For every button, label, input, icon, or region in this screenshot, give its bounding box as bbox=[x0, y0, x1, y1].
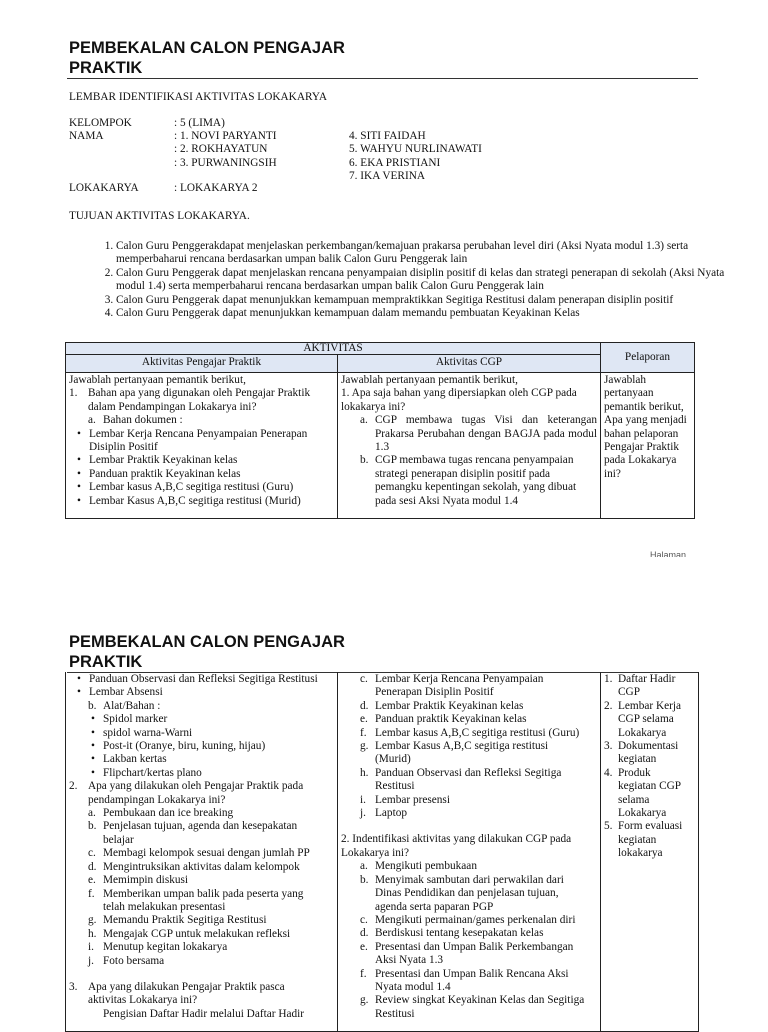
pp-item-b bbox=[69, 700, 334, 713]
cgp-item-b bbox=[341, 454, 597, 494]
item-text: Lembar Kerja Rencana Penyampaian Penerapan Disiplin Positif bbox=[375, 673, 544, 699]
item-label: e. bbox=[88, 874, 96, 887]
form-title: LEMBAR IDENTIFIKASI AKTIVITAS LOKAKARYA bbox=[69, 91, 327, 103]
kelompok-label: KELOMPOK bbox=[69, 117, 132, 129]
item-label: 5. bbox=[604, 820, 613, 833]
member-name: : 1. NOVI PARYANTI bbox=[174, 130, 277, 142]
list-item bbox=[341, 713, 597, 726]
pp-item-a bbox=[69, 414, 334, 427]
item-text: CGP membawa tugas Visi dan keterangan Prakarsa Perubahan dengan BAGJA pada modul 1.3 bbox=[375, 414, 597, 454]
pp-intro: Jawablah pertanyaan pemantik berikut, bbox=[69, 374, 246, 386]
item-text: Mengikuti pembukaan bbox=[375, 860, 477, 873]
cgp-intro: Jawablah pertanyaan pemantik berikut, bbox=[341, 374, 518, 386]
item-text: Presentasi dan Umpan Balik Rencana Aksi Nyata modul 1.4 bbox=[375, 967, 569, 993]
kelompok-value: : 5 (LIMA) bbox=[174, 117, 225, 129]
pp-cell bbox=[66, 373, 338, 519]
list-item bbox=[341, 740, 597, 767]
item-label: j. bbox=[360, 807, 366, 820]
item-label: c. bbox=[360, 913, 368, 926]
list-item: • Panduan Observasi dan Refleksi Segitiga Restitusi bbox=[77, 673, 318, 685]
question-text: Bahan apa yang digunakan oleh Pengajar Praktik dalam Pendampingan Lokakarya ini? bbox=[88, 387, 311, 413]
list-item bbox=[604, 820, 695, 860]
list-item bbox=[604, 700, 695, 740]
page-footer: Halaman bbox=[650, 550, 687, 557]
item-label: i. bbox=[360, 793, 366, 806]
item-text: Lakban kertas bbox=[103, 753, 167, 766]
list-item bbox=[341, 794, 597, 807]
list-item bbox=[341, 994, 597, 1021]
list-item bbox=[341, 807, 597, 820]
member-name: : 2. ROKHAYATUN bbox=[174, 143, 268, 156]
cgp-item-b-tail: pada sesi Aksi Nyata modul 1.4 bbox=[375, 494, 519, 507]
item-label: e. bbox=[360, 713, 368, 726]
cgp-question-2: 2. Indentifikasi aktivitas yang dilakukan CGP pada Lokakarya ini? bbox=[341, 833, 572, 859]
item-label: g. bbox=[360, 740, 369, 753]
item-text: Foto bersama bbox=[103, 954, 165, 967]
item-text: Daftar Hadir CGP bbox=[618, 673, 676, 699]
pp-question-1 bbox=[69, 387, 334, 414]
item-text: CGP membawa tugas rencana penyampaian strategi penerapan disiplin positif pada pemangku kepentingan sekolah, yang dibuat bbox=[375, 454, 577, 494]
item-text: Lembar Absensi bbox=[89, 686, 163, 699]
list-number: 1. bbox=[69, 387, 78, 400]
item-label: i. bbox=[88, 941, 94, 954]
list-item bbox=[604, 767, 695, 821]
item-label: 4. bbox=[604, 766, 613, 779]
item-text: Menutup kegitan lokakarya bbox=[103, 941, 228, 954]
list-item bbox=[341, 860, 597, 873]
page-heading bbox=[69, 632, 345, 672]
list-item bbox=[69, 888, 334, 915]
lokakarya-label: LOKAKARYA bbox=[69, 182, 139, 194]
item-label: e. bbox=[360, 940, 368, 953]
list-item bbox=[341, 767, 597, 794]
item-text: Panduan praktik Keyakinan kelas bbox=[375, 713, 527, 726]
pelaporan-cell bbox=[601, 672, 699, 1032]
item-text: Panduan Observasi dan Refleksi Segitiga Restitusi bbox=[375, 766, 562, 793]
item-text: Lembar Praktik Keyakinan kelas bbox=[89, 454, 238, 467]
cgp-items-top bbox=[341, 673, 597, 820]
pelaporan-header: Pelaporan bbox=[601, 343, 695, 373]
pp-question-3 bbox=[69, 981, 334, 1008]
pp-column-header: Aktivitas Pengajar Praktik bbox=[66, 355, 338, 373]
question-text: Apa yang dilakukan Pengajar Praktik pasca aktivitas Lokakarya ini? bbox=[88, 980, 285, 1007]
list-item bbox=[604, 673, 695, 700]
member-name: 4. SITI FAIDAH bbox=[349, 130, 426, 142]
list-item bbox=[341, 673, 597, 700]
item-label: c. bbox=[360, 673, 368, 685]
item-label: b. bbox=[360, 873, 369, 886]
page-heading-line1: PEMBEKALAN CALON PENGAJAR bbox=[69, 39, 345, 57]
item-text: Menyimak sambutan dari perwakilan dari Dinas Pendidikan dan penjelasan tujuan, agenda serta paparan PGP bbox=[375, 873, 564, 913]
member-name: 6. EKA PRISTIANI bbox=[349, 156, 441, 169]
item-text: Lembar Kasus A,B,C segitiga restitusi (Murid) bbox=[375, 740, 549, 766]
page-heading-line1: PEMBEKALAN CALON PENGAJAR bbox=[69, 633, 345, 651]
pelaporan-cell: Jawablah pertanyaan pemantik berikut, Apa yang menjadi bahan pelaporan Pengajar Praktik pada Lokakarya ini? bbox=[601, 373, 695, 519]
tujuan-title: TUJUAN AKTIVITAS LOKAKARYA. bbox=[69, 210, 250, 222]
item-text: Bahan dokumen : bbox=[103, 414, 183, 427]
goal-item: 3. Calon Guru Penggerak dapat menunjukkan kemampuan mempraktikkan Segitiga Restitusi dalam penerapan disiplin positif bbox=[116, 294, 746, 307]
list-item bbox=[604, 740, 695, 767]
item-label: f. bbox=[360, 726, 367, 739]
activity-table bbox=[65, 342, 695, 519]
item-text: Dokumentasi kegiatan bbox=[618, 740, 679, 766]
cgp-question-1: 1. Apa saja bahan yang dipersiapkan oleh CGP pada lokakarya ini? bbox=[341, 387, 577, 413]
item-label: f. bbox=[360, 967, 367, 980]
item-text: spidol warna-Warni bbox=[103, 726, 193, 739]
list-item: • Lembar Kasus A,B,C segitiga restitusi (Murid) bbox=[77, 494, 301, 507]
item-text: Mengajak CGP untuk melakukan refleksi bbox=[103, 927, 291, 940]
names-column-2 bbox=[349, 130, 482, 184]
activity-table-continued bbox=[65, 672, 699, 1032]
list-item bbox=[69, 941, 334, 954]
item-text: Lembar kasus A,B,C segitiga restitusi (Guru) bbox=[89, 481, 294, 494]
item-text: Lembar Kerja CGP selama Lokakarya bbox=[618, 699, 682, 739]
cgp-cell bbox=[338, 373, 601, 519]
item-label: d. bbox=[360, 927, 369, 940]
item-label: d. bbox=[360, 699, 369, 712]
list-item bbox=[69, 955, 334, 968]
item-label: d. bbox=[88, 860, 97, 873]
cgp-item-a bbox=[341, 414, 597, 454]
item-label: j. bbox=[88, 954, 94, 967]
item-text: Post-it (Oranye, biru, kuning, hijau) bbox=[103, 740, 266, 753]
list-item: • Lembar Absensi bbox=[77, 686, 163, 699]
item-label: g. bbox=[360, 994, 369, 1007]
pp-cell bbox=[66, 672, 338, 1032]
nama-label: NAMA bbox=[69, 130, 104, 142]
item-label: b. bbox=[88, 699, 97, 712]
item-text: Lembar Kasus A,B,C segitiga restitusi (Murid) bbox=[89, 494, 301, 507]
item-label: 3. bbox=[604, 740, 613, 753]
list-item: • Lembar kasus A,B,C segitiga restitusi (Guru) bbox=[77, 481, 294, 494]
heading-divider bbox=[67, 78, 698, 79]
pp-question-2 bbox=[69, 780, 334, 807]
item-text: Form evaluasi kegiatan lokakarya bbox=[618, 820, 683, 860]
list-item bbox=[341, 700, 597, 713]
list-item bbox=[341, 941, 597, 968]
list-item bbox=[69, 861, 334, 874]
member-name: 7. IKA VERINA bbox=[349, 170, 426, 183]
item-text: Lembar kasus A,B,C segitiga restitusi (Guru) bbox=[375, 726, 580, 739]
names-column-1 bbox=[174, 130, 277, 170]
item-label: f. bbox=[88, 887, 95, 900]
tool-item: • spidol warna-Warni bbox=[91, 726, 193, 739]
page-heading bbox=[69, 38, 345, 78]
cgp-q2-items bbox=[341, 860, 597, 1021]
list-item bbox=[341, 927, 597, 940]
list-item bbox=[341, 874, 597, 914]
aktivitas-header: AKTIVITAS bbox=[66, 343, 601, 355]
page-heading-line2: PRAKTIK bbox=[69, 653, 143, 671]
item-label: a. bbox=[360, 860, 368, 873]
tool-item: • Spidol marker bbox=[91, 713, 168, 726]
goal-item: 2. Calon Guru Penggerak dapat menjelaskan rencana penyampaian disiplin positif di kelas dan strategi penerapan di sekolah (Aksi Nyata modul 1.4) serta memperbaharui rencana berdasarkan umpan balik Calon Guru Penggerak lain bbox=[116, 267, 746, 294]
list-item bbox=[69, 847, 334, 860]
item-text: Membagi kelompok sesuai dengan jumlah PP bbox=[103, 847, 310, 860]
tool-item: • Flipchart/kertas plano bbox=[91, 766, 202, 779]
list-item bbox=[69, 874, 334, 887]
item-text: Berdiskusi tentang kesepakatan kelas bbox=[375, 927, 544, 940]
list-item bbox=[341, 968, 597, 995]
item-text: Flipchart/kertas plano bbox=[103, 766, 202, 779]
item-text: Lembar Praktik Keyakinan kelas bbox=[375, 699, 524, 712]
item-label: a. bbox=[88, 414, 96, 427]
item-label: c. bbox=[88, 847, 96, 860]
item-text: Penjelasan tujuan, agenda dan kesepakatan belajar bbox=[103, 820, 298, 846]
item-text: Panduan praktik Keyakinan kelas bbox=[89, 467, 241, 480]
goal-item: 1. Calon Guru Penggerakdapat menjelaskan perkembangan/kemajuan prakarsa perubahan level diri (Aksi Nyata modul 1.3) serta memperbaharui rencana berdasarkan umpan balik Calon Guru Penggerak lain bbox=[116, 240, 746, 267]
item-label: a. bbox=[360, 414, 368, 427]
item-label: b. bbox=[360, 454, 369, 467]
item-text: Presentasi dan Umpan Balik Perkembangan Aksi Nyata 1.3 bbox=[375, 940, 574, 967]
item-text: Lembar Kerja Rencana Penyampaian Penerapan Disiplin Positif bbox=[89, 427, 308, 454]
member-name: : 3. PURWANINGSIH bbox=[174, 156, 277, 169]
item-label: a. bbox=[88, 807, 96, 820]
item-text: Memandu Praktik Segitiga Restitusi bbox=[103, 914, 267, 927]
list-item bbox=[341, 914, 597, 927]
item-label: b. bbox=[88, 820, 97, 833]
item-label: h. bbox=[88, 927, 97, 940]
item-text: Mengintruksikan aktivitas dalam kelompok bbox=[103, 860, 300, 873]
list-item bbox=[69, 914, 334, 927]
pp-q2-items bbox=[69, 807, 334, 968]
list-item: • Lembar Kerja Rencana Penyampaian Penerapan Disiplin Positif bbox=[77, 427, 308, 454]
pelaporan-items bbox=[604, 673, 695, 861]
item-text: Memberikan umpan balik pada peserta yang telah melakukan presentasi bbox=[103, 887, 304, 913]
item-text: Memimpin diskusi bbox=[103, 874, 189, 887]
cgp-column-header: Aktivitas CGP bbox=[338, 355, 601, 373]
list-item bbox=[69, 807, 334, 820]
goals-list bbox=[70, 240, 746, 320]
item-label: g. bbox=[88, 914, 97, 927]
item-text: Lembar presensi bbox=[375, 793, 450, 806]
item-text: Mengikuti permainan/games perkenalan diri bbox=[375, 913, 576, 926]
tool-item: • Post-it (Oranye, biru, kuning, hijau) bbox=[91, 740, 266, 753]
item-text: Spidol marker bbox=[103, 713, 168, 726]
lokakarya-value: : LOKAKARYA 2 bbox=[174, 182, 258, 194]
item-text: Panduan Observasi dan Refleksi Segitiga Restitusi bbox=[89, 673, 318, 685]
list-item bbox=[69, 820, 334, 847]
item-text: Alat/Bahan : bbox=[103, 699, 161, 712]
item-label: 1. bbox=[604, 673, 613, 685]
item-label: h. bbox=[360, 766, 369, 779]
member-name: 5. WAHYU NURLINAWATI bbox=[349, 143, 482, 156]
tool-item: • Lakban kertas bbox=[91, 753, 167, 766]
question-text: Apa yang dilakukan oleh Pengajar Praktik pada pendampingan Lokakarya ini? bbox=[88, 780, 304, 806]
item-label: 2. bbox=[604, 699, 613, 712]
item-text: Produk kegiatan CGP selama Lokakarya bbox=[618, 766, 681, 820]
item-text: Pembukaan dan ice breaking bbox=[103, 807, 234, 820]
list-number: 2. bbox=[69, 780, 78, 793]
list-item bbox=[341, 727, 597, 740]
item-text: Laptop bbox=[375, 807, 407, 820]
goal-item: 4. Calon Guru Penggerak dapat menunjukkan kemampuan dalam memandu pembuatan Keyakinan Kelas bbox=[116, 307, 746, 320]
list-number: 3. bbox=[69, 980, 78, 993]
list-item bbox=[69, 928, 334, 941]
list-item: • Panduan praktik Keyakinan kelas bbox=[77, 467, 241, 480]
page-heading-line2: PRAKTIK bbox=[69, 59, 143, 77]
item-text: Review singkat Keyakinan Kelas dan Segitiga Restitusi bbox=[375, 994, 585, 1020]
list-item: • Lembar Praktik Keyakinan kelas bbox=[77, 454, 238, 467]
cgp-cell bbox=[338, 672, 601, 1032]
pp-q3-partial: Pengisian Daftar Hadir melalui Daftar Hadir bbox=[103, 1007, 305, 1020]
